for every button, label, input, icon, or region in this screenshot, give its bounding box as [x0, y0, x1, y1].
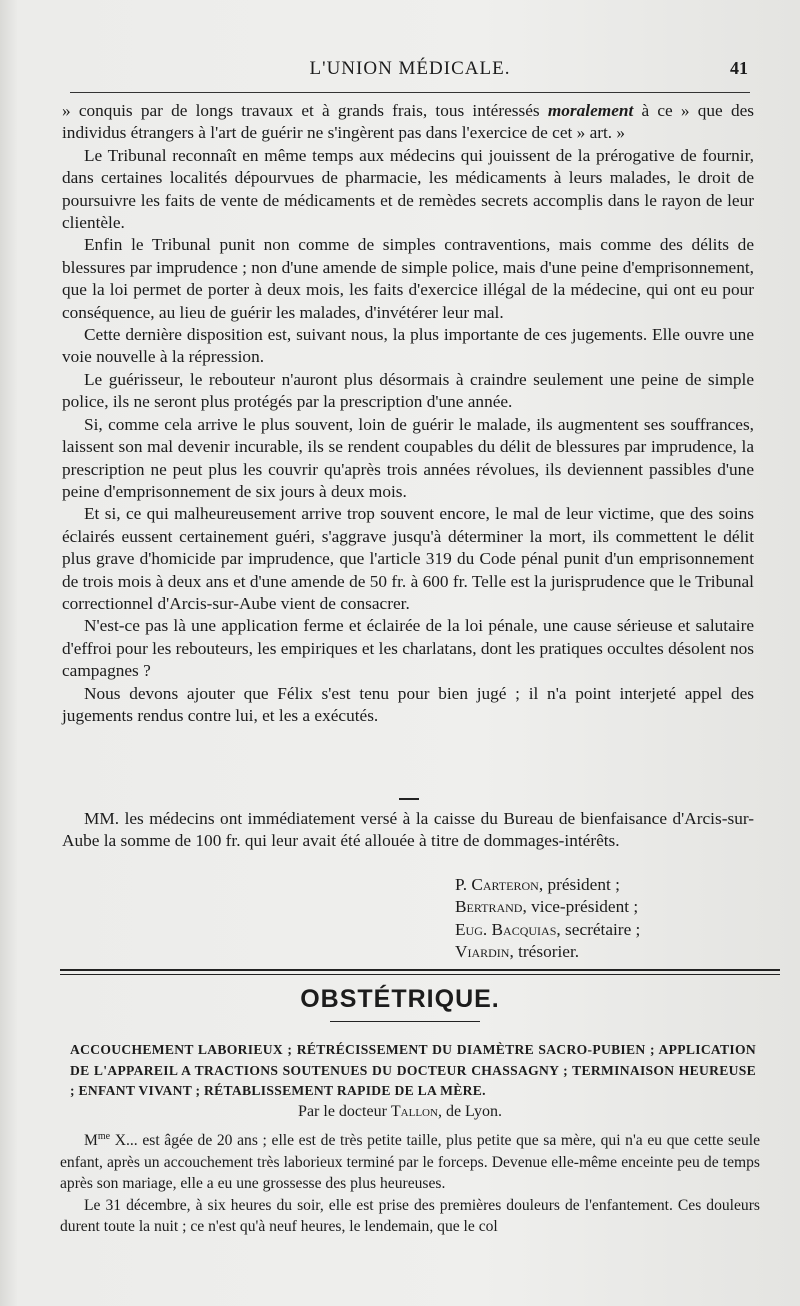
article-paragraph: Le 31 décembre, à six heures du soir, elle est prise des premières douleurs de l'enfantement. Ces douleurs durent toute la nuit ; ce n'est qu'à neuf heures, le lendemain, que le col	[60, 1196, 760, 1235]
quote-paragraph	[62, 100, 754, 145]
article-paragraph-text: X... est âgée de 20 ans ; elle est de très petite taille, plus petite que sa mère, qui n'a eu que cette seule enfant, après un accouchement très laborieux terminé par le forceps. Devenue elle-même enceinte peu de temps après son mariage, elle a eu une grossesse des plus heureuses.	[60, 1132, 760, 1192]
paragraph: Le guérisseur, le rebouteur n'auront plus désormais à craindre seulement une peine de simple police, ils ne seront plus protégés par la prescription d'une année.	[62, 369, 754, 412]
signature-line	[455, 919, 775, 941]
paragraph: Et si, ce qui malheureusement arrive trop souvent encore, le mal de leur victime, que des soins éclairés eussent certainement guéri, s'aggrave jusqu'à déterminer la mort, ils commettent le délit plus grave d'homicide par imprudence, que l'article 319 du Code pénal punit d'un emprisonnement de trois mois à deux ans et d'une amende de 50 fr. à 600 fr. Telle est la jurisprudence que le Tribunal correctionnel d'Arcis-sur-Aube vient de consacrer.	[62, 504, 754, 613]
donation-notice	[62, 808, 754, 853]
paragraph: Le Tribunal reconnaît en même temps aux médecins qui jouissent de la prérogative de fournir, dans certaines localités dépourvues de pharmacie, les médicaments à leurs malades, le droit de poursuivre les faits de vente de médicaments et de remèdes secrets accomplis dans le rayon de leur clientèle.	[62, 145, 754, 233]
paragraph: N'est-ce pas là une application ferme et éclairée de la loi pénale, une cause sérieuse et salutaire d'effroi pour les rebouteurs, les empiriques et les charlatans, dont les pratiques occultes désolent nos campagnes ?	[62, 616, 754, 681]
page-number: 41	[730, 58, 748, 78]
section-title: OBSTÉTRIQUE.	[300, 985, 500, 1013]
paragraph: Cette dernière disposition est, suivant nous, la plus importante de ces jugements. Elle ouvre une voie nouvelle à la répression.	[62, 325, 754, 367]
signature-line	[455, 874, 775, 896]
running-title: L'UNION MÉDICALE.	[309, 58, 511, 79]
separator-dash	[399, 798, 419, 800]
byline-prefix: Par le docteur	[298, 1103, 391, 1120]
article-text	[60, 1130, 760, 1238]
signatory-name: Bertrand	[455, 897, 523, 917]
signature-line	[455, 941, 775, 963]
honorific-superscript: me	[97, 1130, 111, 1142]
paragraph: Si, comme cela arrive le plus souvent, loin de guérir le malade, ils augmentent ses souffrances, laissent son mal devenir incurable, ils se rendent coupables du délit de blessures par imprudence, la prescription ne peut plus les couvrir qu'après trois années révolues, ils deviennent passibles d'une peine d'emprisonnement de six jours à deux mois.	[62, 414, 754, 501]
signatory-name: P. Carteron	[455, 875, 539, 894]
quote-text: » conquis par de longs travaux et à grands frais, tous intéressés	[62, 101, 540, 120]
article-heading: ACCOUCHEMENT LABORIEUX ; RÉTRÉCISSEMENT DU DIAMÈTRE SACRO-PUBIEN ; APPLICATION DE L'APPAREIL A TRACTIONS SOUTENUES DU DOCTEUR CHASSAGNY ; TERMINAISON HEUREUSE ; ENFANT VIVANT ; RÉTABLISSEMENT RAPIDE DE LA MÈRE.	[70, 1042, 756, 1098]
page-header	[60, 58, 760, 84]
paragraph: Enfin le Tribunal punit non comme de simples contraventions, mais comme des délits de blessures par imprudence ; non d'une amende de simple police, mais d'une peine d'emprisonnement, que la loi permet de porter à deux mois, les faits d'exercice illégal de la médecine, qui ont eu pour conséquence, au lieu de guérir les malades, d'invétérer leur mal.	[62, 235, 754, 322]
byline-suffix: , de Lyon.	[437, 1103, 502, 1120]
emphasis-moralement: moralement	[547, 101, 634, 120]
signatory-role: , trésorier.	[509, 942, 580, 962]
signature-block	[455, 874, 775, 964]
notice-paragraph: MM. les médecins ont immédiatement versé à la caisse du Bureau de bienfaisance d'Arcis-sur-Aube la somme de 100 fr. qui leur avait été allouée à titre de dommages-intérêts.	[62, 809, 754, 851]
author-name: Tallon	[390, 1103, 438, 1120]
signatory-role: , secrétaire ;	[556, 919, 641, 939]
honorific: M	[84, 1132, 98, 1149]
signatory-name: Eug. Bacquias	[455, 919, 557, 939]
byline	[0, 1103, 800, 1121]
signatory-role: , vice-président ;	[522, 897, 639, 917]
header-rule	[70, 92, 750, 93]
article-paragraph	[60, 1130, 760, 1195]
section-divider	[60, 969, 780, 975]
signatory-role: , président ;	[538, 875, 620, 894]
body-text	[62, 100, 754, 727]
section-title-rule	[330, 1021, 480, 1022]
signature-line	[455, 896, 775, 918]
signatory-name: Viardin	[455, 942, 510, 962]
paragraph: Nous devons ajouter que Félix s'est tenu pour bien jugé ; il n'a point interjeté appel des jugements rendus contre lui, et les a exécutés.	[62, 683, 754, 725]
quote-text-end: à ce » que des individus étrangers à l'art de guérir ne s'ingèrent pas dans l'exercice de cet » art. »	[62, 101, 754, 143]
